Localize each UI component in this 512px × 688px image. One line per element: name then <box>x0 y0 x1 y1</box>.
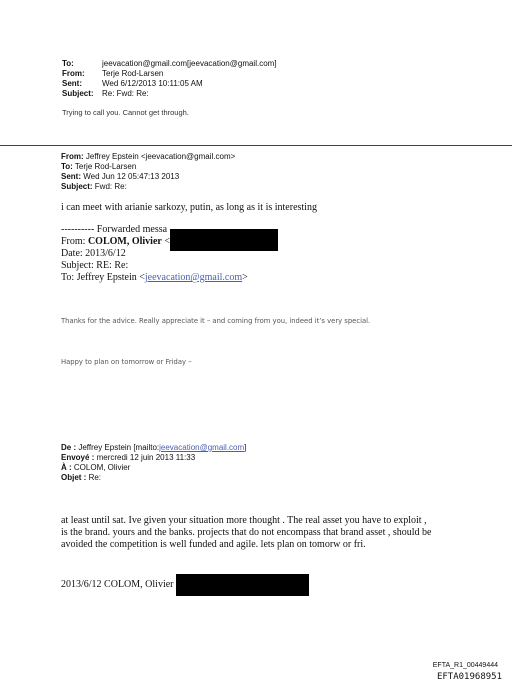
msg2-to-label: To: <box>61 162 73 171</box>
msg2-from-label: From: <box>61 152 84 161</box>
reply-line1: at least until sat. Ive given your situation more thought . The real asset you have to exploit , <box>61 515 427 526</box>
footer-id-r1: EFTA_R1_00449444 <box>432 662 498 669</box>
msg2-to: Terje Rod-Larsen <box>74 162 137 171</box>
fwd-from: COLOM, Olivier <box>87 236 162 247</box>
fwd-line1: Thanks for the advice. Really appreciate it – and coming from you, indeed it’s very special. <box>61 317 371 325</box>
fr-envoye-label: Envoyé : <box>61 453 97 462</box>
fr-objet-label: Objet : <box>61 473 89 482</box>
fr-envoye: mercredi 12 juin 2013 11:33 <box>96 453 196 462</box>
message-divider <box>0 145 512 146</box>
msg2-subject: Fwd: Re: <box>94 182 127 191</box>
fwd-to-email-link[interactable]: jeevacation@gmail.com <box>144 272 243 283</box>
msg1-from-label: From: <box>62 69 85 78</box>
fr-de-end: ] <box>244 443 247 452</box>
fr-de-label: De : <box>61 443 79 452</box>
fr-de-email-link[interactable]: jeevacation@gmail.com <box>159 443 245 452</box>
msg2-from: Jeffrey Epstein <jeevacation@gmail.com> <box>85 152 236 161</box>
msg1-subject: Re: Fwd: Re: <box>102 89 149 98</box>
msg1-to: jeevacation@gmail.com[jeevacation@gmail.com] <box>102 59 277 68</box>
msg1-subject-label: Subject: <box>62 89 94 98</box>
msg2-sent: Wed Jun 12 05:47:13 2013 <box>83 172 180 181</box>
msg1-from: Terje Rod-Larsen <box>102 69 164 78</box>
msg2-header <box>61 152 235 192</box>
fr-objet: Re: <box>88 473 102 482</box>
fr-a: COLOM, Olivier <box>73 463 131 472</box>
msg1-to-label: To: <box>62 59 74 68</box>
fr-header <box>61 443 246 483</box>
msg2-body: i can meet with arianie sarkozy, putin, as long as it is interesting <box>61 202 317 213</box>
fwd-from-label: From: <box>61 236 88 247</box>
msg2-subject-label: Subject: <box>61 182 93 191</box>
reply-body <box>61 515 431 551</box>
msg2-sent-label: Sent: <box>61 172 81 181</box>
fwd-to-prefix: To: Jeffrey Epstein < <box>61 272 145 283</box>
reply-line3: avoided the competition is well funded and agile. lets plan on tomorw or fri. <box>61 539 366 550</box>
footer-id-efta: EFTA01968951 <box>436 672 502 682</box>
redaction-box <box>170 229 278 251</box>
fwd-from-tail: < <box>161 236 170 247</box>
fr-de-text: Jeffrey Epstein [mailto: <box>78 443 160 452</box>
msg1-sent: Wed 6/12/2013 10:11:05 AM <box>102 79 203 88</box>
msg1-header <box>62 59 277 99</box>
msg1-sent-label: Sent: <box>62 79 82 88</box>
fwd-subject: Subject: RE: Re: <box>61 260 129 271</box>
fr-a-label: À : <box>61 463 74 472</box>
fwd-to-suffix: > <box>242 272 248 283</box>
fwd-line2: Happy to plan on tomorrow or Friday – <box>61 358 192 366</box>
fwd-date: Date: 2013/6/12 <box>61 248 126 259</box>
redaction-box-2 <box>176 574 309 596</box>
reply-line2: is the brand. yours and the banks. projects that do not encompass that brand asset , should be <box>61 527 432 538</box>
forwarded-marker: ---------- Forwarded messa <box>61 224 168 235</box>
msg1-body: Trying to call you. Cannot get through. <box>62 108 189 117</box>
reply-signature: 2013/6/12 COLOM, Olivier <box>61 579 174 590</box>
